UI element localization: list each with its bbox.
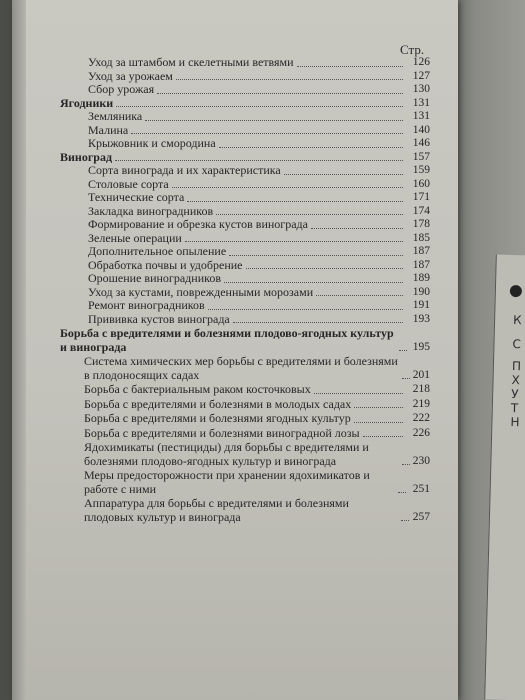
toc-entry-title: Ядохимикаты (пестициды) для борьбы с вредителями и болезнями плодово-ягодных культур и винограда xyxy=(84,440,369,468)
toc-page-number: 193 xyxy=(412,312,430,325)
toc-page-number: 131 xyxy=(412,96,430,109)
adjacent-glyph: Н xyxy=(510,414,520,430)
leader-dots xyxy=(185,241,403,242)
leader-dots xyxy=(229,255,403,256)
toc-entry xyxy=(60,299,430,313)
toc-page-number: 190 xyxy=(412,285,430,298)
toc-entry-title: Столовые сорта xyxy=(88,176,169,191)
toc-entry-title: Уход за урожаем xyxy=(88,68,173,83)
leader-dots xyxy=(402,464,410,465)
leader-dots xyxy=(284,174,403,175)
leader-dots xyxy=(401,520,409,521)
toc-entry-title: Сбор урожая xyxy=(88,82,155,96)
adjacent-glyph: Т xyxy=(510,400,519,416)
toc-entry xyxy=(60,137,430,151)
toc-page-number: 219 xyxy=(412,397,430,410)
toc-entry-title: Борьба с вредителями и болезнями плодово-ягодных культур и винограда xyxy=(60,326,394,354)
leader-dots xyxy=(316,295,403,296)
toc-entry xyxy=(60,191,430,205)
adjacent-glyph: С xyxy=(512,337,522,352)
page-gutter xyxy=(12,0,26,700)
toc-entry xyxy=(60,427,430,441)
adjacent-glyph: Х xyxy=(511,372,520,388)
toc-entry-title: Виноград xyxy=(60,149,113,164)
leader-dots xyxy=(363,436,403,437)
toc-entry-title: Борьба с вредителями и болезнями виноградной лозы xyxy=(84,425,360,440)
leader-dots xyxy=(246,268,403,269)
leader-dots xyxy=(187,201,403,202)
toc-page-number: 187 xyxy=(412,245,430,257)
toc-section-heading xyxy=(60,151,430,165)
toc-entry-title: Обработка почвы и удобрение xyxy=(88,257,243,272)
toc-entry-title: Технические сорта xyxy=(88,190,185,204)
leader-dots xyxy=(314,393,403,394)
toc-page-number: 201 xyxy=(412,368,430,381)
leader-dots xyxy=(208,309,403,310)
leader-dots xyxy=(233,322,403,323)
toc-entry xyxy=(60,245,430,259)
toc-entry xyxy=(60,110,430,124)
toc-entry-title: Зеленые операции xyxy=(88,230,182,245)
leader-dots xyxy=(399,350,407,351)
adjacent-glyph: У xyxy=(511,386,519,402)
leader-dots xyxy=(157,93,403,94)
toc-entry xyxy=(60,272,430,286)
toc-entry-title: Уход за кустами, поврежденными морозами xyxy=(88,284,314,299)
toc-entry xyxy=(60,70,430,84)
toc-entry xyxy=(60,218,430,232)
toc-entry-title: Борьба с бактериальным раком косточковых xyxy=(84,382,311,396)
toc-entry-title: Прививка кустов винограда xyxy=(88,311,230,326)
toc-entry-title: Сорта винограда и их характеристика xyxy=(88,163,281,177)
toc-page-number: 131 xyxy=(412,110,430,122)
toc-page-number: 126 xyxy=(412,56,430,68)
leader-dots xyxy=(115,160,403,161)
toc-page-number: 187 xyxy=(412,258,430,271)
toc-page-number: 195 xyxy=(412,340,430,353)
toc-page-number: 130 xyxy=(412,83,430,95)
toc-entry xyxy=(60,178,430,192)
toc-entry xyxy=(60,259,430,273)
toc-entry xyxy=(60,355,430,382)
toc-page-number: 218 xyxy=(412,383,430,395)
leader-dots xyxy=(402,378,410,379)
leader-dots xyxy=(311,228,403,229)
toc-entry-title: Борьба с вредителями и болезнями в молодых садах xyxy=(84,396,352,411)
toc-entry xyxy=(60,164,430,178)
toc-page-number: 189 xyxy=(412,272,430,284)
toc-entry-title: Уход за штамбом и скелетными ветвями xyxy=(88,55,294,69)
leader-dots xyxy=(176,79,403,80)
leader-dots xyxy=(216,214,403,215)
toc-page-number: 160 xyxy=(412,177,430,190)
toc-page-number: 257 xyxy=(412,510,430,523)
toc-entry xyxy=(60,412,430,426)
leader-dots xyxy=(172,187,403,188)
toc-entry-title: Орошение виноградников xyxy=(88,271,221,285)
toc-page-number: 230 xyxy=(412,454,430,467)
toc-entry-title: Меры предосторожности при хранении ядохимикатов и работе с ними xyxy=(84,468,370,496)
leader-dots xyxy=(131,133,403,134)
leader-dots xyxy=(219,147,403,148)
toc-entry xyxy=(60,497,430,524)
toc-entry-title: Ягодники xyxy=(60,95,114,110)
toc-entry xyxy=(60,56,430,70)
leader-dots xyxy=(224,282,403,283)
toc-page-number: 146 xyxy=(412,137,430,149)
toc-entry xyxy=(60,441,430,468)
adjacent-glyph: П xyxy=(511,359,522,374)
toc-section-heading xyxy=(60,327,430,354)
toc-section-heading xyxy=(60,97,430,111)
leader-dots xyxy=(398,492,406,493)
toc-page-number: 140 xyxy=(412,123,430,136)
toc-page-number: 178 xyxy=(412,218,430,230)
leader-dots xyxy=(145,120,403,121)
bullet-mark xyxy=(510,285,522,297)
toc-entry xyxy=(60,398,430,412)
table-of-contents xyxy=(60,56,430,524)
leader-dots xyxy=(354,407,403,408)
toc-entry-title: Крыжовник и смородина xyxy=(88,136,216,150)
toc-entry-title: Аппаратура для борьбы с вредителями и болезнями плодовых культур и винограда xyxy=(84,496,349,524)
toc-entry-title: Дополнительное опыление xyxy=(88,244,227,258)
toc-entry-title: Малина xyxy=(88,122,129,137)
page-column-label: Стр. xyxy=(400,42,425,57)
toc-entry xyxy=(60,83,430,97)
book-page xyxy=(12,0,458,700)
adjacent-glyph: К xyxy=(512,313,522,328)
toc-entry-title: Закладка виноградников xyxy=(88,203,214,218)
toc-entry xyxy=(60,205,430,219)
toc-entry xyxy=(60,286,430,300)
toc-page-number: 226 xyxy=(412,426,430,439)
toc-entry-title: Система химических мер борьбы с вредителями и болезнями в плодоносящих садах xyxy=(84,354,398,382)
toc-entry-title: Ремонт виноградников xyxy=(88,298,205,312)
toc-entry xyxy=(60,383,430,397)
toc-entry-title: Земляника xyxy=(88,109,143,123)
leader-dots xyxy=(297,66,403,67)
toc-page-number: 174 xyxy=(412,204,430,217)
toc-page-number: 171 xyxy=(412,191,430,203)
toc-page-number: 251 xyxy=(412,482,430,495)
toc-page-number: 157 xyxy=(412,150,430,163)
toc-entry xyxy=(60,124,430,138)
toc-page-number: 191 xyxy=(412,299,430,311)
leader-dots xyxy=(354,422,403,423)
leader-dots xyxy=(116,106,403,107)
toc-page-number: 159 xyxy=(412,164,430,176)
toc-entry xyxy=(60,232,430,246)
toc-entry xyxy=(60,469,430,496)
toc-page-number: 127 xyxy=(412,69,430,82)
toc-page-number: 185 xyxy=(412,231,430,244)
toc-entry-title: Формирование и обрезка кустов винограда xyxy=(88,217,308,231)
toc-entry xyxy=(60,313,430,327)
toc-page-number: 222 xyxy=(412,412,430,424)
toc-entry-title: Борьба с вредителями и болезнями ягодных культур xyxy=(84,411,351,425)
